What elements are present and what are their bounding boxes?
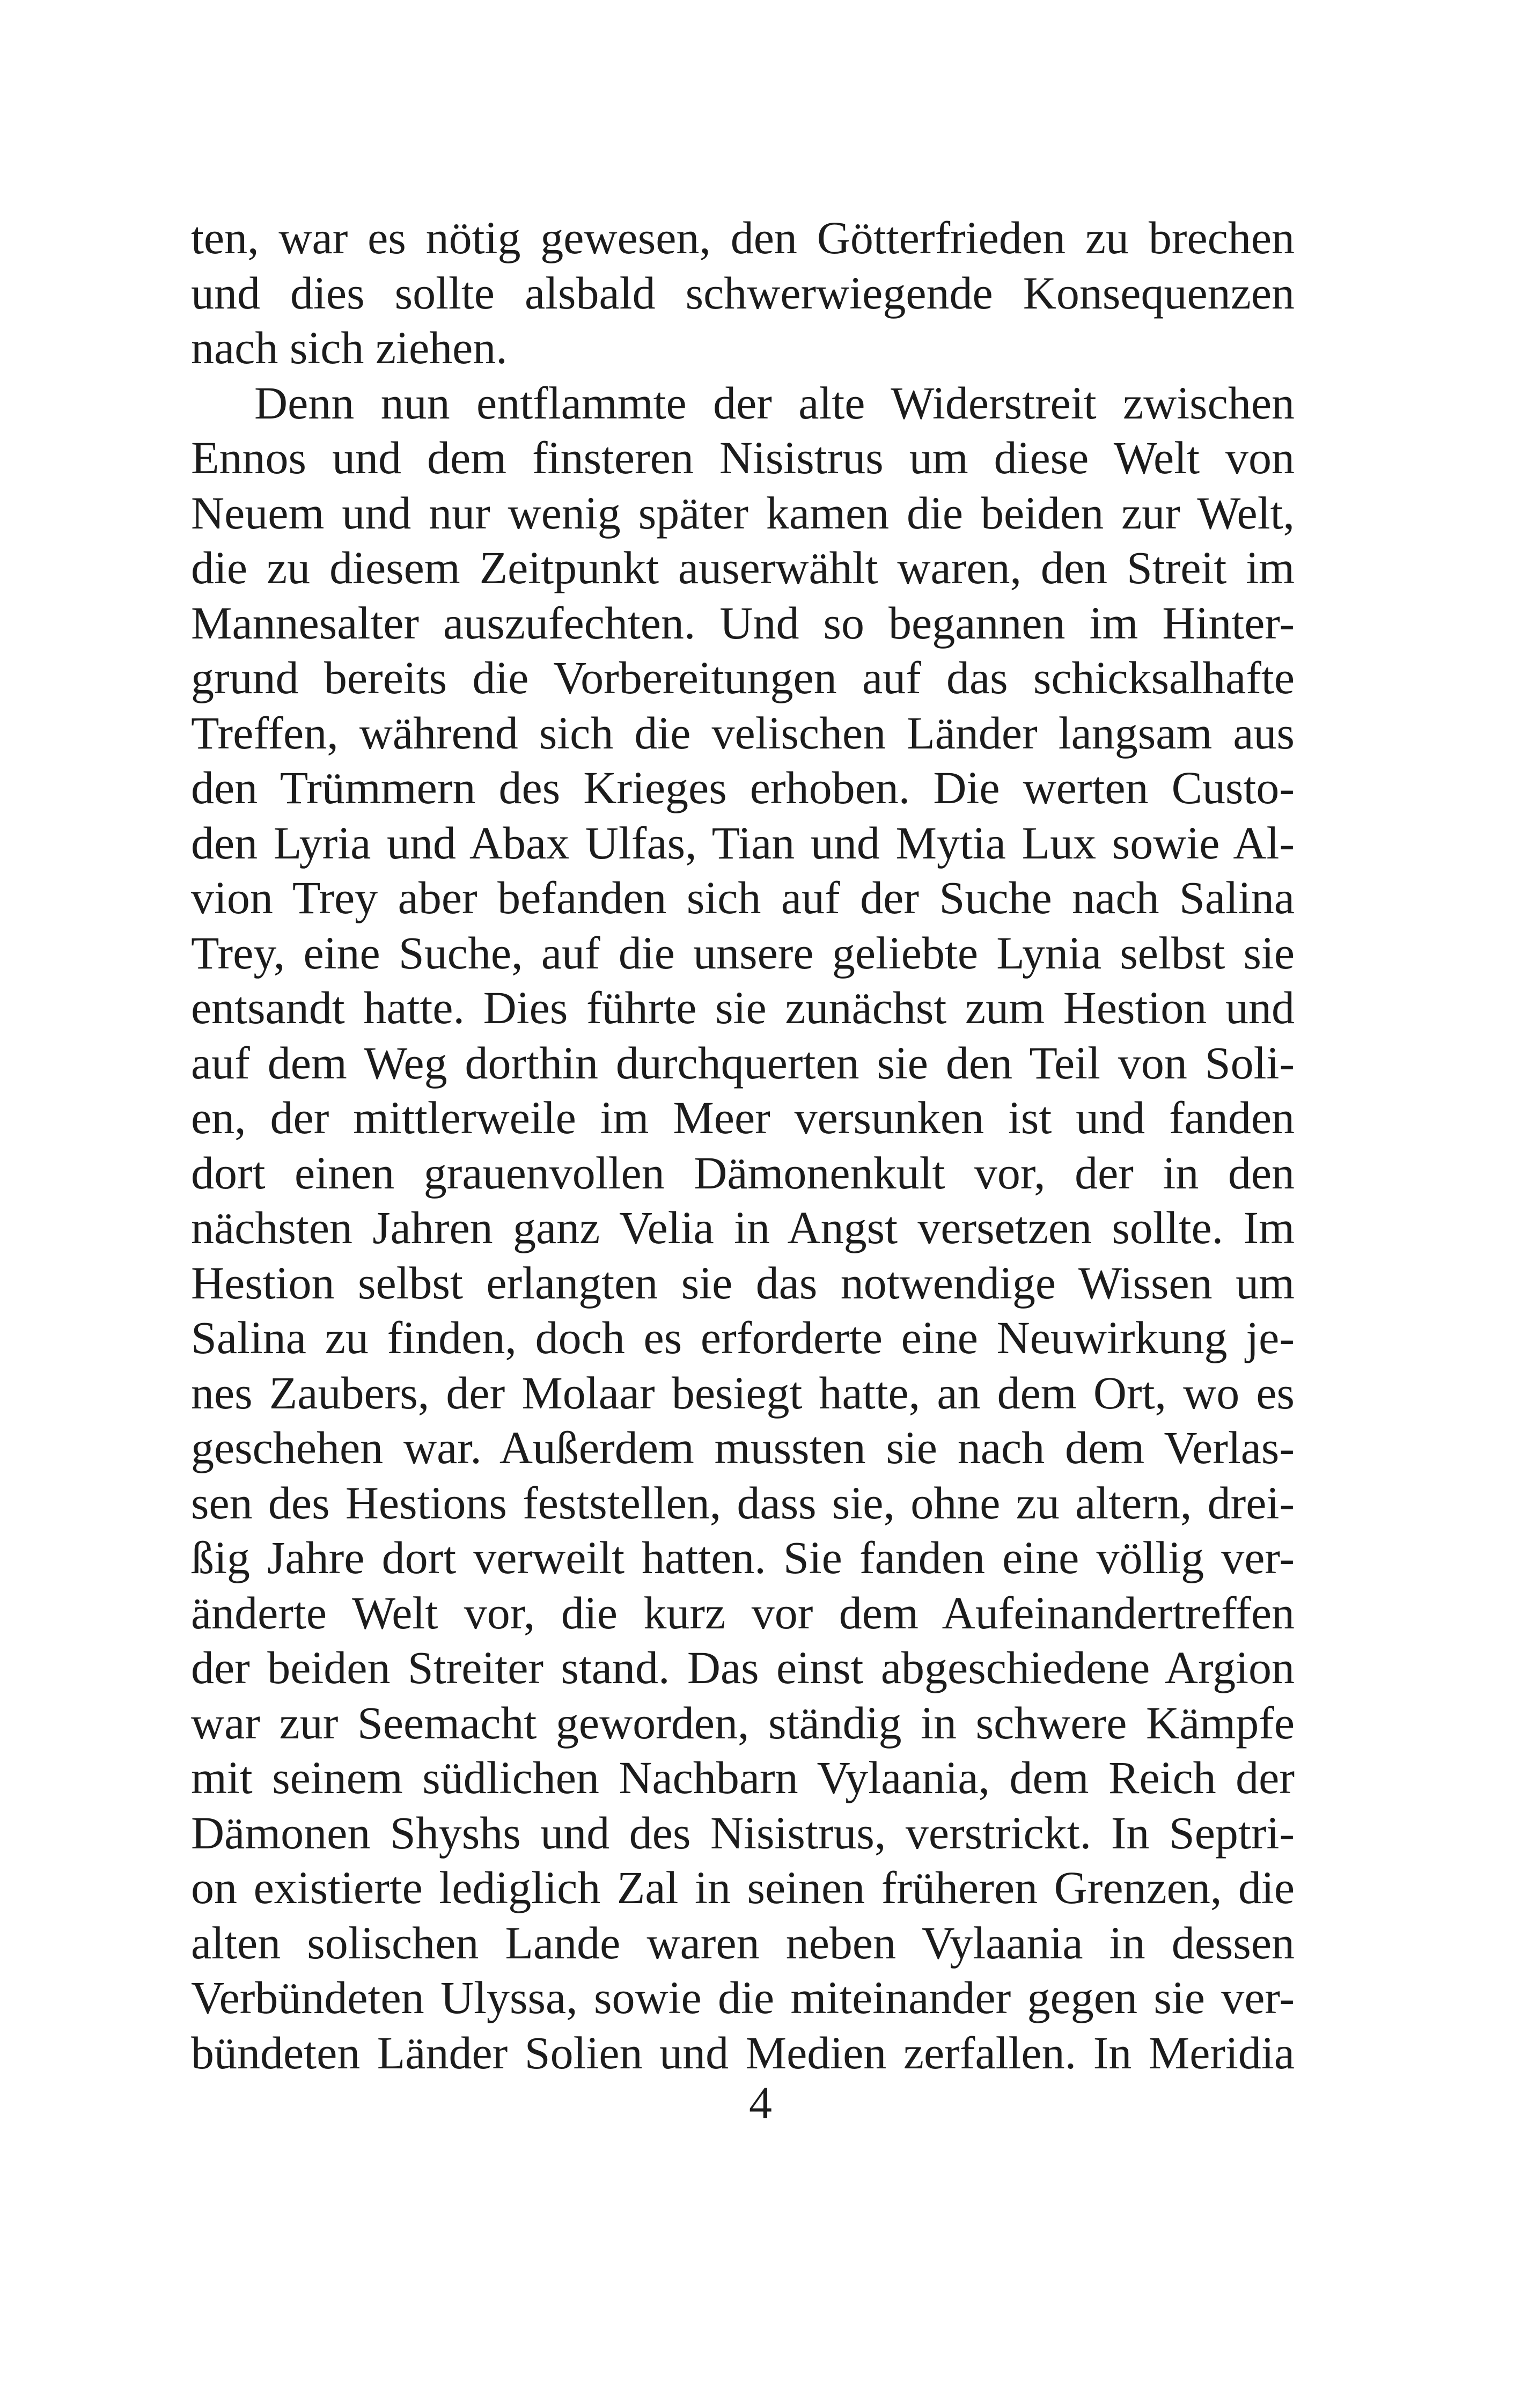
text-line: bündeten Länder Solien und Medien zerfallen. In Meridia: [191, 2027, 1295, 2079]
text-line: nach sich ziehen.: [191, 322, 508, 373]
paragraph-2: [191, 376, 1295, 2081]
text-line: Mannesalter auszufechten. Und so begannen im Hinter-: [191, 597, 1295, 649]
text-line: mit seinem südlichen Nachbarn Vylaania, dem Reich der: [191, 1752, 1295, 1803]
text-line: dort einen grauenvollen Dämonenkult vor, der in den: [191, 1147, 1295, 1199]
text-line: Ennos und dem finsteren Nisistrus um diese Welt von: [191, 432, 1295, 483]
text-line: Dämonen Shyshs und des Nisistrus, verstrickt. In Septri-: [191, 1807, 1295, 1859]
text-line: Hestion selbst erlangten sie das notwendige Wissen um: [191, 1257, 1295, 1309]
page-body: [191, 210, 1295, 2080]
text-line: vion Trey aber befanden sich auf der Suche nach Salina: [191, 872, 1295, 923]
text-line: Neuem und nur wenig später kamen die beiden zur Welt,: [191, 487, 1295, 539]
text-line: ten, war es nötig gewesen, den Götterfrieden zu brechen: [191, 212, 1295, 263]
paragraph-1: [191, 210, 1295, 376]
text-line: war zur Seemacht geworden, ständig in schwere Kämpfe: [191, 1697, 1295, 1749]
text-line: der beiden Streiter stand. Das einst abgeschiedene Argion: [191, 1642, 1295, 1693]
text-line: ßig Jahre dort verweilt hatten. Sie fanden eine völlig ver-: [191, 1532, 1295, 1583]
text-line: Salina zu finden, doch es erforderte eine Neuwirkung je-: [191, 1312, 1295, 1363]
text-line: geschehen war. Außerdem mussten sie nach dem Verlas-: [191, 1422, 1295, 1473]
text-line: auf dem Weg dorthin durchquerten sie den Teil von Soli-: [191, 1037, 1295, 1089]
text-line: Denn nun entflammte der alte Widerstreit zwischen: [254, 377, 1295, 429]
text-line: on existierte lediglich Zal in seinen früheren Grenzen, die: [191, 1862, 1295, 1913]
text-line: und dies sollte alsbald schwerwiegende Konsequenzen: [191, 267, 1295, 319]
text-line: die zu diesem Zeitpunkt auserwählt waren, den Streit im: [191, 542, 1295, 593]
text-line: grund bereits die Vorbereitungen auf das schicksalhafte: [191, 652, 1295, 703]
text-line: Treffen, während sich die velischen Länder langsam aus: [191, 707, 1295, 759]
text-line: sen des Hestions feststellen, dass sie, ohne zu altern, drei-: [191, 1477, 1295, 1529]
text-line: en, der mittlerweile im Meer versunken ist und fanden: [191, 1092, 1295, 1143]
text-line: nes Zaubers, der Molaar besiegt hatte, an dem Ort, wo es: [191, 1367, 1295, 1419]
page-number: 4: [749, 2077, 772, 2128]
text-line: alten solischen Lande waren neben Vylaania in dessen: [191, 1917, 1295, 1969]
text-line: entsandt hatte. Dies führte sie zunächst zum Hestion und: [191, 982, 1295, 1033]
text-line: den Trümmern des Krieges erhoben. Die werten Custo-: [191, 762, 1295, 813]
text-line: den Lyria und Abax Ulfas, Tian und Mytia Lux sowie Al-: [191, 817, 1295, 869]
text-line: änderte Welt vor, die kurz vor dem Aufeinandertreffen: [191, 1587, 1295, 1639]
text-line: Verbündeten Ulyssa, sowie die miteinander gegen sie ver-: [191, 1972, 1295, 2023]
text-line: Trey, eine Suche, auf die unsere geliebte Lynia selbst sie: [191, 927, 1295, 979]
text-line: nächsten Jahren ganz Velia in Angst versetzen sollte. Im: [191, 1202, 1295, 1253]
